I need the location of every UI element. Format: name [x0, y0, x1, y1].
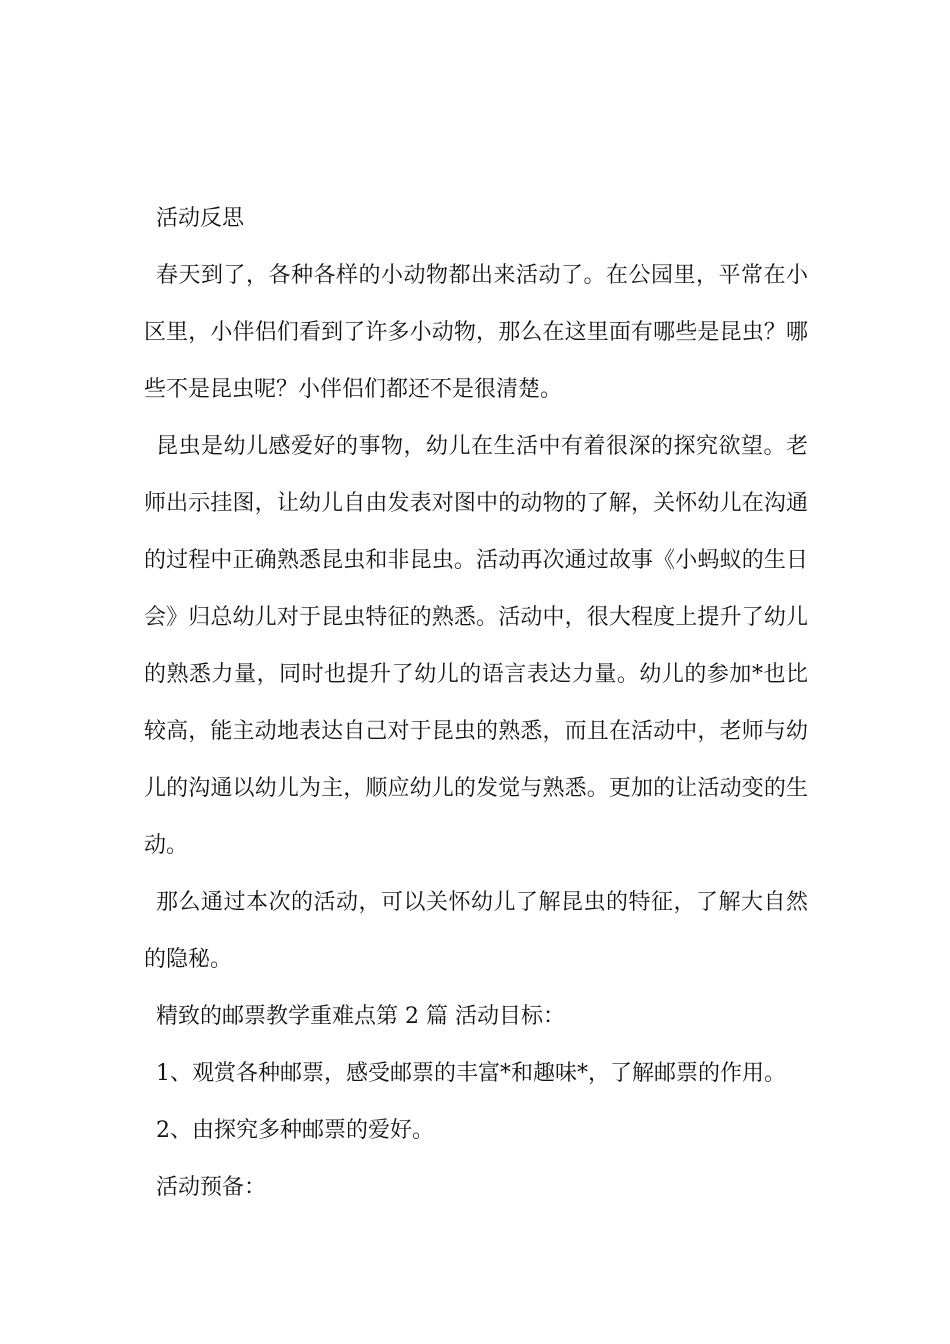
section-heading-reflection: 活动反思	[156, 206, 245, 231]
goal-item-2: 2、由探究多种邮票的爱好。	[156, 1118, 434, 1143]
section-heading-preparation: 活动预备：	[156, 1175, 267, 1200]
goal-item-1: 1、观赏各种邮票，感受邮票的丰富*和趣味*，了解邮票的作用。	[156, 1061, 786, 1086]
paragraph-insects: 昆虫是幼儿感爱好的事物，幼儿在生活中有着很深的探究欲望。老师出示挂图，让幼儿自由发表对图中的动物的了解，关怀幼儿在沟通的过程中正确熟悉昆虫和非昆虫。活动再次通过故事《小蚂蚁的生日会》归总幼儿对于昆虫特征的熟悉。活动中，很大程度上提升了幼儿的熟悉力量，同时也提升了幼儿的语言表达力量。幼儿的参加*也比较高，能主动地表达自己对于昆虫的熟悉，而且在活动中，老师与幼儿的沟通以幼儿为主，顺应幼儿的发觉与熟悉。更加的让活动变的生动。	[144, 434, 808, 858]
document-body	[144, 190, 808, 1216]
section-heading-stamps: 精致的邮票教学重难点第 2 篇 活动目标：	[156, 1004, 565, 1029]
paragraph-conclusion: 那么通过本次的活动，可以关怀幼儿了解昆虫的特征，了解大自然的隐秘。	[144, 890, 808, 972]
paragraph-spring: 春天到了，各种各样的小动物都出来活动了。在公园里，平常在小区里，小伴侣们看到了许多小动物，那么在这里面有哪些是昆虫？哪些不是昆虫呢？小伴侣们都还不是很清楚。	[144, 263, 808, 402]
